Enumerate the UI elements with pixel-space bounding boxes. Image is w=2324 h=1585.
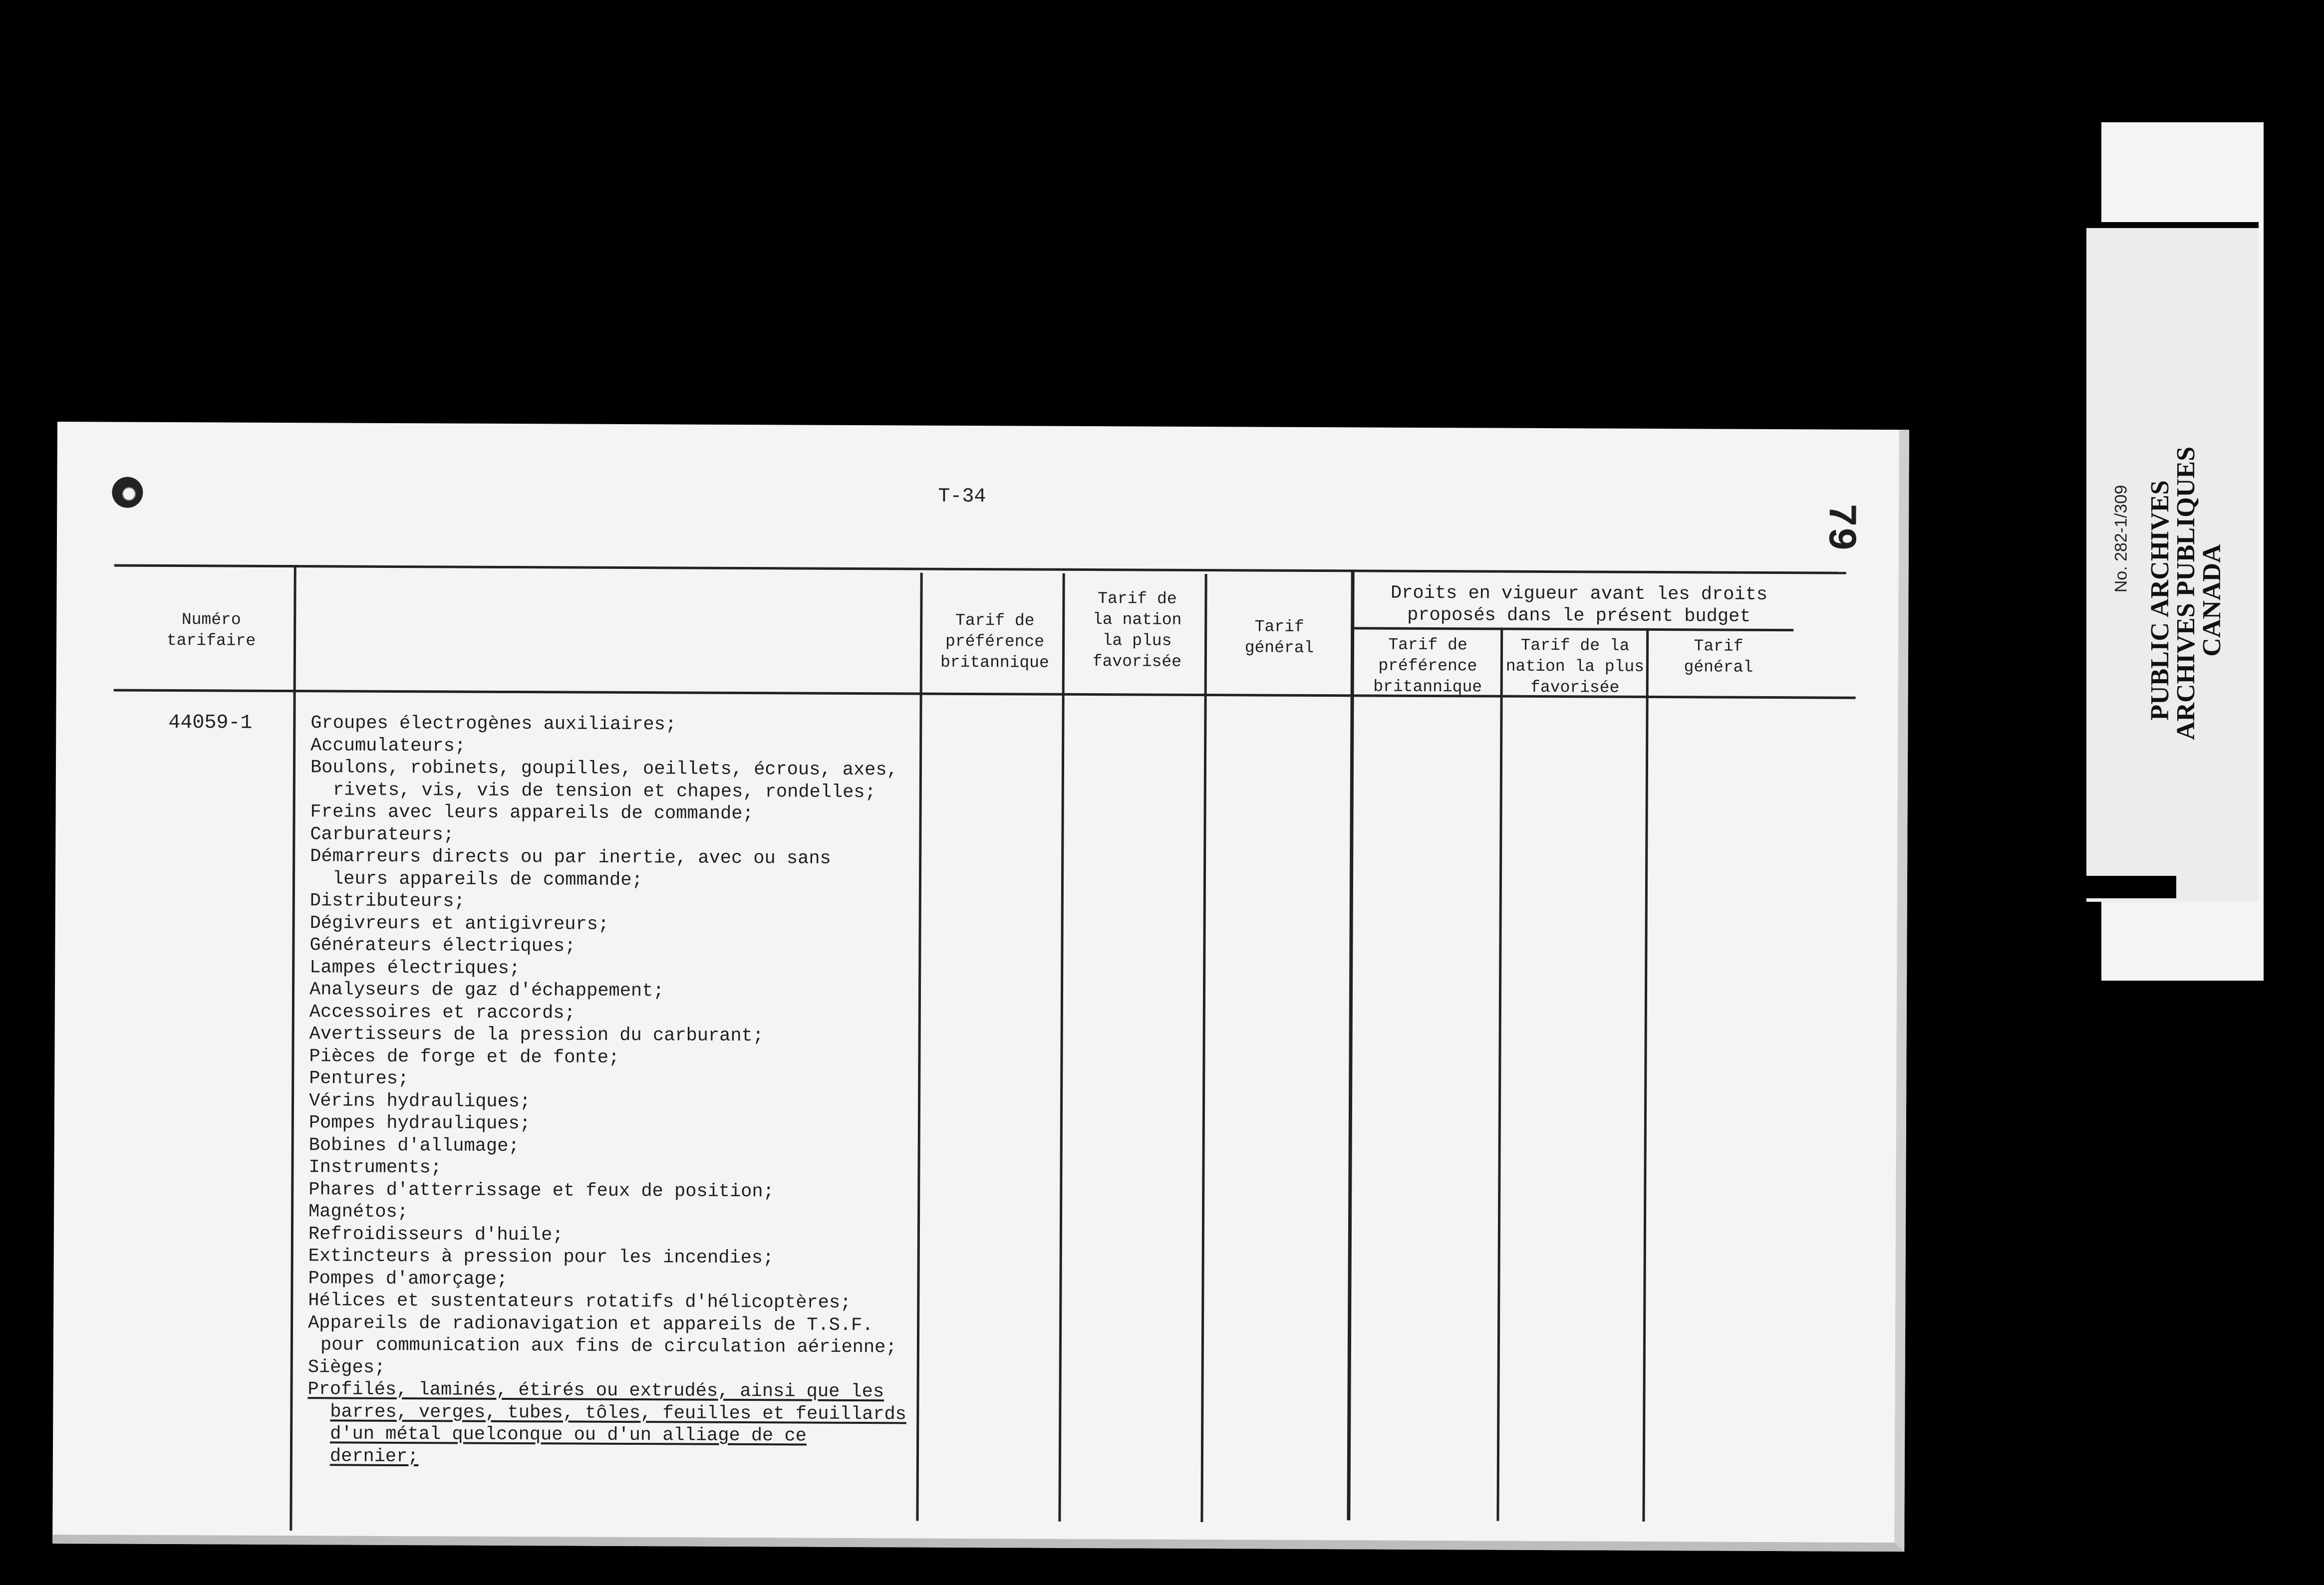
archive-stamp-text xyxy=(2146,446,2226,740)
description-line: barres, verges, tubes, tôles, feuilles et feuillards xyxy=(330,1401,907,1425)
column-rule xyxy=(1200,574,1207,1522)
description-line: Extincteurs à pression pour les incendies; xyxy=(308,1246,774,1269)
description-line: Générateurs électriques; xyxy=(309,935,576,957)
subheader-general: Tarif général xyxy=(1684,637,1753,677)
description-line: Accumulateurs; xyxy=(310,735,466,757)
description-line: Avertisseurs de la pression du carburant; xyxy=(309,1024,764,1047)
description-line: Analyseurs de gaz d'échappement; xyxy=(309,979,664,1002)
description-line: Refroidisseurs d'huile; xyxy=(308,1223,564,1246)
subheader-preference-britannique: Tarif de préférence britannique xyxy=(1373,635,1482,697)
description-line: Phares d'atterrissage et feux de position; xyxy=(308,1179,774,1202)
page-number: 79 xyxy=(1817,503,1863,551)
tariff-number: 44059-1 xyxy=(168,711,253,735)
description-line: Vérins hydrauliques; xyxy=(308,1090,531,1112)
column-rule xyxy=(1347,569,1354,1520)
description-line: Pièces de forge et de fonte; xyxy=(309,1046,620,1068)
description-line: Dégivreurs et antigivreurs; xyxy=(309,912,609,935)
description-line: Sièges; xyxy=(307,1356,386,1378)
description-line: Freins avec leurs appareils de commande; xyxy=(310,801,754,825)
item-description xyxy=(307,712,909,1470)
description-line: Bobines d'allumage; xyxy=(308,1134,520,1157)
archive-stamp-line: PUBLIC ARCHIVES xyxy=(2146,480,2174,721)
header-droits-en-vigueur: Droits en vigueur avant les droits proposés dans le présent budget xyxy=(1390,582,1768,627)
description-line: Pompes d'amorçage; xyxy=(308,1268,508,1290)
column-rule xyxy=(1642,628,1649,1522)
description-line: Appareils de radionavigation et appareils de T.S.F. xyxy=(308,1312,873,1336)
column-rule xyxy=(916,573,922,1521)
header-numero-tarifaire: Numéro tarifaire xyxy=(166,610,256,650)
subheader-nation-favorisee: Tarif de la nation la plus favorisée xyxy=(1505,636,1645,697)
table-top-rule xyxy=(114,564,1846,574)
description-line: rivets, vis, vis de tension et chapes, rondelles; xyxy=(332,779,876,803)
archive-stamp-line: CANADA xyxy=(2198,544,2226,657)
description-line: pour communication aux fins de circulation aérienne; xyxy=(320,1334,897,1358)
description-line: Lampes électriques; xyxy=(309,957,521,979)
description-line: Groupes électrogènes auxiliaires; xyxy=(310,713,677,736)
document-page xyxy=(52,422,1909,1552)
header-tarif-general: Tarif général xyxy=(1244,617,1314,657)
description-line: Accessoires et raccords; xyxy=(309,1001,576,1024)
archive-stamp-line: ARCHIVES PUBLIQUES xyxy=(2172,446,2200,740)
archive-reference-number: No. 282-1/309 xyxy=(2111,485,2131,593)
group-divider-rule xyxy=(1354,627,1793,631)
header-tarif-preference-britannique: Tarif de préférence britannique xyxy=(940,611,1049,672)
description-line: Carburateurs; xyxy=(310,823,455,845)
punch-hole xyxy=(112,477,143,508)
description-line: d'un métal quelconque ou d'un alliage de ce xyxy=(330,1423,807,1447)
column-rule xyxy=(1496,628,1503,1521)
description-line: Distributeurs; xyxy=(309,890,465,912)
header-tarif-nation-favorisee: Tarif de la nation la plus favorisée xyxy=(1092,589,1182,671)
description-line: Boulons, robinets, goupilles, oeillets, écrous, axes, xyxy=(310,757,898,781)
column-rule xyxy=(1058,573,1065,1522)
description-line: Instruments; xyxy=(308,1157,442,1179)
archive-card-notch xyxy=(2086,876,2176,898)
description-line: Profilés, laminés, étirés ou extrudés, ainsi que les xyxy=(307,1379,884,1403)
description-line: Pentures; xyxy=(309,1068,409,1090)
column-rule xyxy=(290,565,296,1531)
description-line: Hélices et sustentateurs rotatifs d'hélicoptères; xyxy=(308,1290,852,1314)
description-line: Démarreurs directs ou par inertie, avec ou sans xyxy=(310,846,831,869)
description-line: Magnétos; xyxy=(308,1201,409,1223)
description-line: leurs appareils de commande; xyxy=(332,868,643,891)
description-line: Pompes hydrauliques; xyxy=(308,1112,531,1135)
description-line: dernier; xyxy=(329,1445,419,1467)
page-code: T-34 xyxy=(938,485,986,509)
